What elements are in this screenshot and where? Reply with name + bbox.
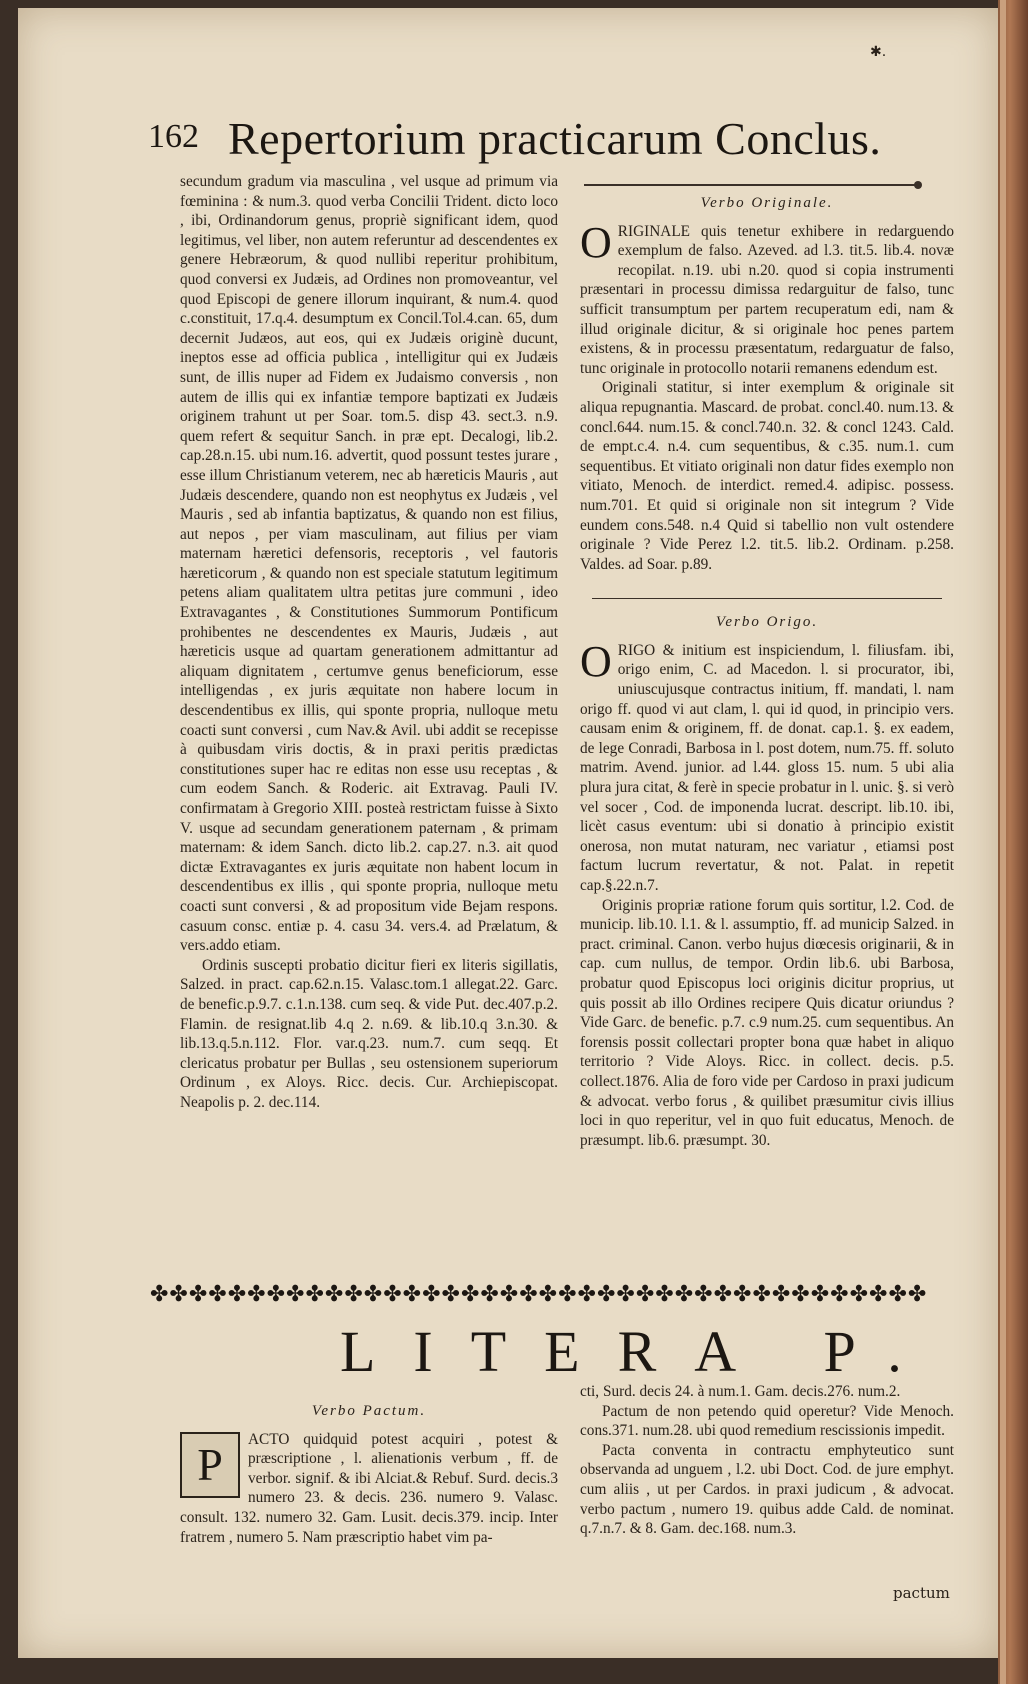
- pactum-paragraph-2: Pactum de non petendo quid operetur? Vide Menoch. cons.371. num.28. ubi quod remedium rescissionis impedit.: [580, 1402, 954, 1440]
- left-paragraph-2: Ordinis suscepti probatio dicitur fieri ex literis sigillatis, Salzed. in pract. cap.62.n.15. Valasc.tom.1 allegat.22. Garc. de benefic.p.9.7. c.1.n.138. cum seq. & vide Put. dec.407.p.2. Flamin. de resignat.lib 4.q 2. n.69. & lib.10.q 3.n.30. & lib.13.q.5.n.112. Flor. var.q.23. num.7. cum seqq. Et clericatus probatur per Bullas , seu ostensionem superiorum Ordinum , ex Aloys. Ricc. decis. Cur. Archiepiscopat. Neapolis p. 2. dec.114.: [180, 956, 558, 1111]
- right-column: [580, 190, 954, 1150]
- dropcap-o: O: [580, 217, 612, 267]
- decorated-initial-p: P: [180, 1432, 240, 1498]
- page-header: [148, 112, 882, 174]
- running-title: Repertorium practicarum Conclus.: [228, 113, 882, 164]
- originale-paragraph-2: Originali statitur, si inter exemplum & originale sit aliqua repugnantia. Mascard. de probat. concl.40. num.13. & concl.644. num.15. & concl.740.n. 32. & concl 1243. Cald. de empt.c.4. n.4. cum sequentibus, & c.35. num.1. cum sequentibus. Et vitiato originali non datur fides exemplo non vitiato, Menoch. de interdict. remed.4. adipisc. possess. num.701. Et quid si originale non sit integrum ? Vide eundem cons.548. n.4 Quid si tabellio non vult ostendere originale ? Vide Perez l.2. tit.5. lib.2. Ordinam. p.258. Valdes. ad Soar. p.89.: [580, 379, 954, 573]
- left-column: [180, 172, 558, 1113]
- fleuron-border: ✤✤✤✤✤✤✤✤✤✤✤✤✤✤✤✤✤✤✤✤✤✤✤✤✤✤✤✤✤✤✤✤✤✤✤✤✤✤✤✤: [150, 1283, 928, 1307]
- origo-paragraph-2: Originis propriæ ratione forum quis sortitur, l.2. Cod. de municip. lib.10. l.1. & l. assumptio, ff. ad municip Salzed. in pract. criminal. Canon. verbo hujus diœcesis originarii, & in cap. cum nullus, de tempor. Ordin lib.6. ubi Barbosa, probatur quod Episcopus loci originis dicitur proprius, ut quis possit ab illo Ordines recipere Quis dicatur oriundus ? Vide Garc. de benefic. p.7. c.9 num.25. cum sequentibus. An forensis possit collectari propter bona quæ habet in aliquo territorio ? Vide Aloys. Ricc. in collect. decis. p.5. collect.1876. Alia de foro vide per Cardoso in praxi judicum & advocat. verbo forus , & quilibet præsumitur civis illius loci in quo reperitur, vel in quo fuit educatus, Menoch. de præsumpt. lib.6. præsumpt. 30.: [580, 896, 954, 1149]
- dropcap-o-2: O: [580, 636, 612, 686]
- pactum-continued: cti, Surd. decis 24. à num.1. Gam. decis.276. num.2.: [580, 1383, 901, 1400]
- entry-heading-originale: Verbo Originale.: [700, 195, 834, 211]
- page-number: 162: [148, 118, 199, 155]
- divider-rule: [592, 584, 942, 599]
- ornament-rule-top: [584, 184, 920, 186]
- book-edge-stripe: [1000, 0, 1006, 1684]
- ornament-dot: [914, 181, 922, 189]
- top-mark: ✱.: [870, 44, 887, 60]
- entry-heading-origo: Verbo Origo.: [715, 614, 819, 631]
- bottom-left-column: [180, 1398, 558, 1547]
- pactum-paragraph-3: Pacta conventa in contractu emphyteutico sunt observanda ad unguem , l.2. ubi Doct. Cod. de jure emphyt. cum aliis , ut per Cardos. in praxi judicum , & advocat. verbo pactum , numero 19. quibus adde Cald. de nominat. q.7.n.7. & 8. Gam. dec.168. num.3.: [580, 1441, 954, 1538]
- origo-paragraph-1: RIGO & initium est inspiciendum, l. filiusfam. ibi, origo enim, C. ad Macedon. l. si procurator, ibi, uniuscujusque contractus initium, ff. mandati, l. nam origo ff. quod vi aut clam, l. qui id quod, in principio vers. causam enim & originem, ff. de donat. cap.1. §. ex eadem, de lege Conradi, Barbosa in l. post dotem, num.75. ff. soluto matrim. Avend. junior. ad l.44. gloss 15. num. 5 ubi alia plura jura citat, & ferè in specie probatur in l. unic. §. si verò vel socer , Cod. de imponenda lucrat. descript. lib.10. ibi, licèt casus eventum: ubi si donatio à principio existit onerosa, non mutat naturam, nec variatur , etiamsi post factum lucrum revertatur, & not. Palat. in repetit cap.§.22.n.7.: [580, 641, 954, 894]
- bottom-right-column: [580, 1382, 954, 1539]
- catchword: pactum: [893, 1584, 950, 1602]
- pactum-paragraph-1: ACTO quidquid potest acquiri , potest & præscriptione , l. alienationis verbum , ff. de verbor. signif. & ibi Alciat.& Rebuf. Surd. decis.3 numero 23. & decis. 236. numero 9. Valasc. consult. 132. numero 32. Gam. Lusit. decis.379. incip. Inter fratrem , numero 5. Nam præscriptio habet vim pa-: [180, 1430, 558, 1546]
- entry-heading-pactum: Verbo Pactum.: [311, 1403, 427, 1419]
- left-paragraph-1: secundum gradum via masculina , vel usque ad primum via fœminina : & num.3. quod verba Concilii Trident. dicto loco , ibi, Ordinandorum genus, propriè significant idem, quod legitimus, vel liber, non autem referuntur ad descendentes ex genere Hebræorum, & quod nullibi reperitur prohibitum, quod conversi ex Judæis, ad Ordines non promoveantur, vel quod Episcopi de genere illorum inquirant, & num.4. quod c.constituit, 17.q.4. desumptum ex Concil.Tol.4.can. 65, dum decernit Judæos, aut eos, qui ex Judæis originè ducunt, ineptos esse ad officia publica , intelligitur qui ex Judæis sunt, de illis nuper ad Fidem ex Judaismo conversis , non autem de illis qui ex infantiæ tempore baptizati ex Judæis originem trahunt ut per Soar. tom.5. disp 43. sect.3. n.9. quem refert & sequitur Sanch. in præ ept. Decalogi, lib.2. cap.28.n.15. ubi num.16. advertit, quod possunt testes jurare , esse illum Christianum veterem, nec ab hæreticis Mauris , aut Judæis descendere, quando non est neophytus ex Judæis , vel Mauris , sed ab infantia baptizatus, & quando non est filius, aut nepos , per viam masculinam, aut filius per viam maternam hæretici defensoris, receptoris , vel fautoris hæreticorum , & quando non est speciale statutum legitimum petens aliam qualitatem ultra petitas jure communi , ideo Extravagantes , & Constitutiones Summorum Pontificum prohibentes ne descendentes ex Mauris, Judæis , aut hæreticis usque ad quartam generationem admittantur ad aliquam dignitatem , certumve genus beneficiorum, esse intelligendas , ex juris æquitate non habere locum in descendentibus ex illis, qui sponte propria, nulloque metu coacti sunt conversi , cum Nav.& Avil. ubi addit se recepisse à quibusdam viris doctis, & in praxi peritis prædictas constitutiones super hac re editas non esse usu receptas , & cum eodem Sanch. & Roderic. ait Extravag. Pauli IV. confirmatam à Gregorio XIII. posteà restrictam fuisse à Sixto V. usque ad secundam generationem paternam , & primam maternam: & idem Sanch. dicto lib.2. cap.27. n.3. ait quod dictæ Extravagantes ex juris æquitate non habent locum in descendentibus ex illis , qui sponte propria, nulloque metu coacti sunt conversi , & ad propositum vide Bejam respons. casuum consc. entiæ p. 4. casu 34. vers.4. ad Prælatum, & vers.addo etiam.: [180, 173, 558, 955]
- section-title: LITERA P.: [340, 1319, 940, 1384]
- originale-paragraph-1: RIGINALE quis tenetur exhibere in redarguendo exemplum de falso. Azeved. ad l.3. tit.5. lib.4. novæ recopilat. n.19. ubi n.20. quod si copia instrumenti præsentari in processu dimissa redarguitur de falso, tunc sufficit transumptum per partem recuperatum edi, nam & illud originale dicitur, & si originale hoc penes partem existens, & in processu præsentatum, redarguatur de falso, tunc originale in protocollo notarii remanens edendum est.: [580, 222, 954, 377]
